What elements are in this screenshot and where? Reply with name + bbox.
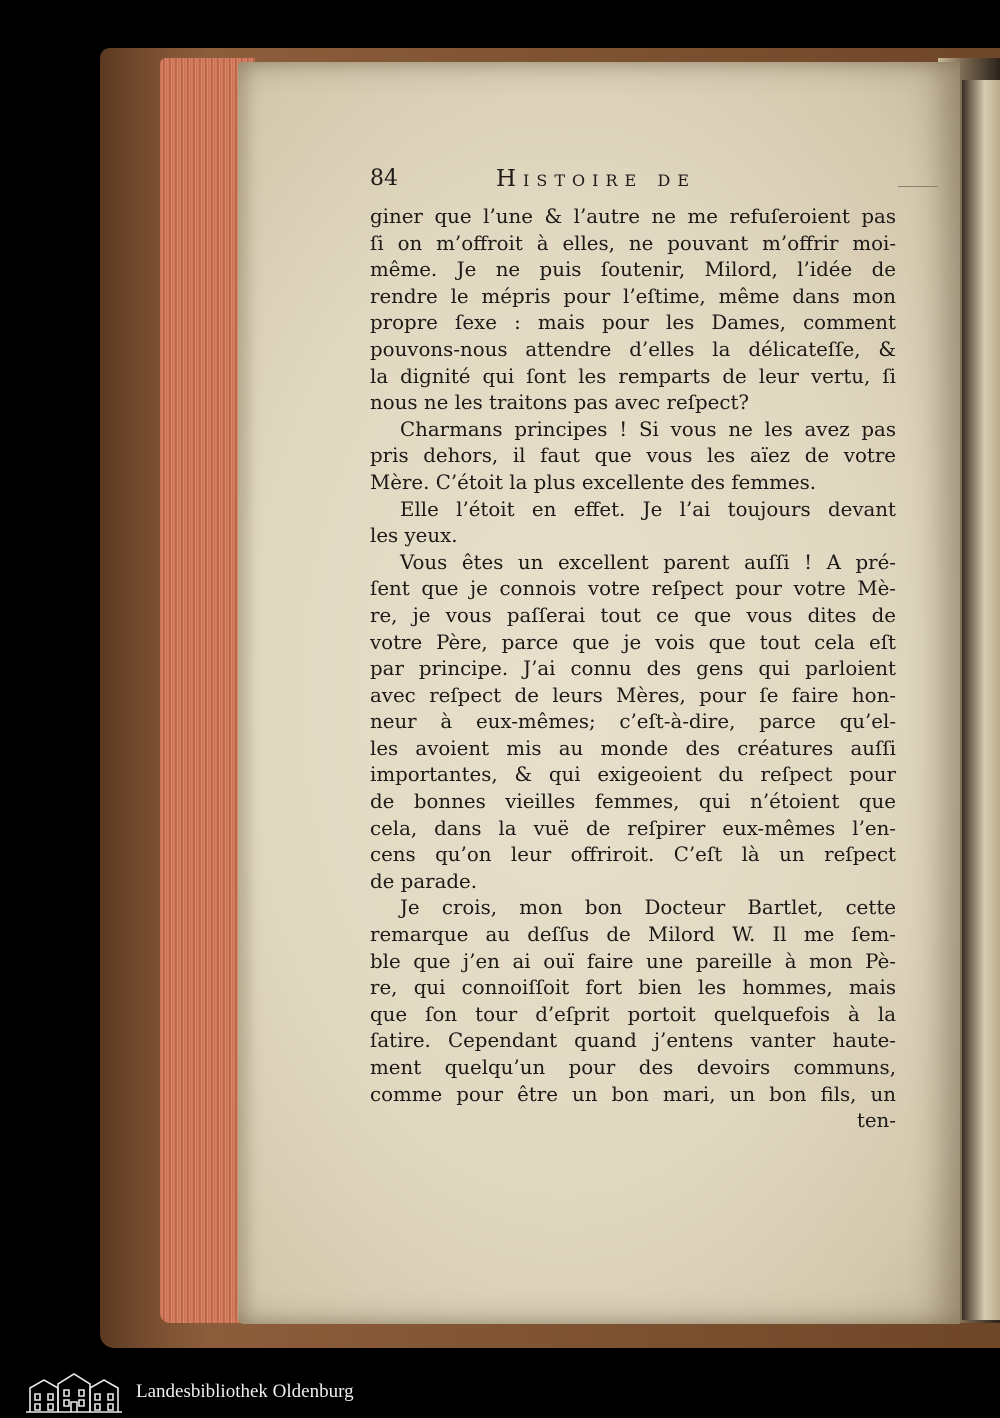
text-line: Elle l’étoit en effet. Je l’ai toujours devant: [400, 497, 896, 521]
text-line: Je crois, mon bon Docteur Bartlet, cette: [400, 896, 896, 920]
text-line: remarque au deſſus de Milord W. Il me ſem-: [370, 923, 896, 947]
running-title: Histoire de: [496, 166, 696, 192]
text-line: neur à eux-mêmes; c’eſt-à-dire, parce qu’el-: [370, 710, 896, 734]
text-line: même. Je ne puis ſoutenir, Milord, l’idée de: [370, 258, 896, 282]
text-line: Vous êtes un excellent parent auſſi ! A pré-: [400, 550, 896, 574]
text-line: nous ne les traitons pas avec reſpect?: [370, 391, 750, 415]
library-building-logo: [24, 1370, 124, 1414]
text-line: rendre le mépris pour l’eſtime, même dans mon: [370, 284, 896, 308]
text-line: pouvons-nous attendre d’elles la délicateſſe, &: [370, 337, 896, 361]
body-text: [370, 204, 896, 1135]
page-number: 84: [370, 166, 398, 191]
facing-page-edge: [962, 80, 1000, 1320]
text-line: re, je vous paſſerai tout ce que vous dites de: [370, 603, 896, 627]
text-line: comme pour être un bon mari, un bon fils, un: [370, 1082, 896, 1106]
text-line: importantes, & qui exigeoient du reſpect pour: [370, 763, 896, 787]
text-line: cens qu’on leur offriroit. C’eſt là un reſpect: [370, 843, 896, 867]
text-line: les avoient mis au monde des créatures auſſi: [370, 736, 896, 760]
text-line: par principe. J’ai connu des gens qui parloient: [370, 657, 896, 681]
text-line: votre Père, parce que je vois que tout cela eſt: [370, 630, 896, 654]
text-line: de parade.: [370, 869, 478, 893]
text-line: cela, dans la vuë de reſpirer eux-mêmes l’en-: [370, 816, 896, 840]
text-line: giner que l’une & l’autre ne me refuſeroient pas: [370, 205, 896, 228]
text-line: ſent que je connois votre reſpect pour votre Mè-: [370, 577, 896, 601]
text-line: ment quelqu’un pour des devoirs communs,: [370, 1056, 896, 1079]
library-name: Landesbibliothek Oldenburg: [136, 1381, 354, 1402]
text-line: Mère. C’étoit la plus excellente des femmes.: [370, 470, 817, 494]
text-line: pris dehors, il faut que vous les aïez de votre: [370, 444, 896, 468]
text-line: ſi on m’offroit à elles, ne pouvant m’offrir moi-: [370, 231, 896, 255]
catchword: ten-: [856, 1109, 896, 1133]
header-rule: [898, 186, 938, 187]
text-line: propre ſexe : mais pour les Dames, comment: [370, 311, 896, 335]
text-line: que ſon tour d’eſprit portoit quelquefois à la: [370, 1002, 896, 1026]
text-line: Charmans principes ! Si vous ne les avez pas: [400, 417, 896, 441]
text-line: la dignité qui ſont les remparts de leur vertu, ſi: [370, 364, 896, 388]
page-header: [370, 166, 900, 198]
text-line: re, qui connoiſſoit fort bien les hommes, mais: [370, 976, 896, 1000]
text-line: les yeux.: [370, 524, 458, 548]
text-line: ſatire. Cependant quand j’entens vanter haute-: [370, 1029, 896, 1053]
text-line: ble que j’en ai ouï faire une pareille à mon Pè-: [370, 949, 896, 973]
text-line: de bonnes vieilles femmes, qui n’étoient que: [370, 790, 896, 814]
text-line: avec reſpect de leurs Mères, pour ſe faire hon-: [370, 683, 896, 707]
